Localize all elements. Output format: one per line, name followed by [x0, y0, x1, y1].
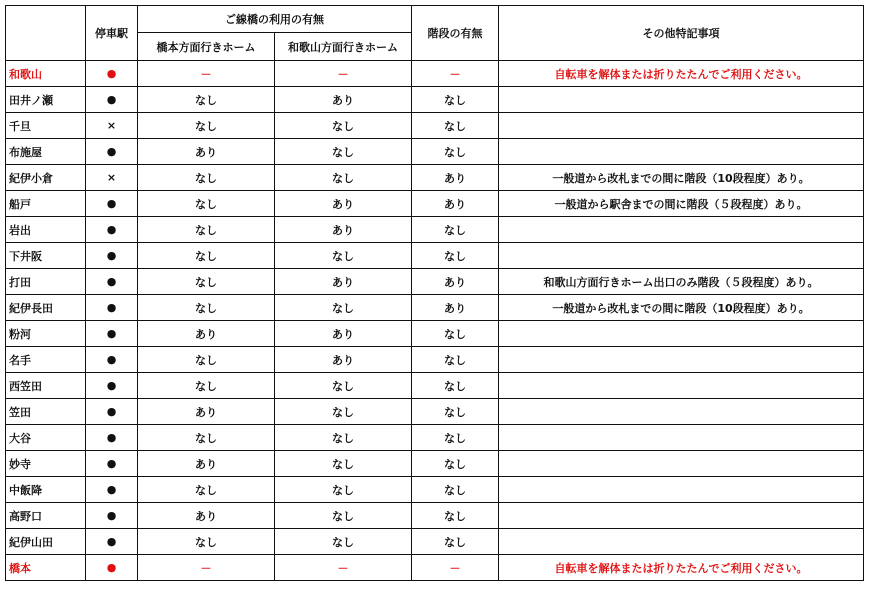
stairs-cell: なし: [412, 451, 499, 477]
stairs-cell: なし: [412, 321, 499, 347]
bridge-hashimoto-cell: なし: [138, 529, 275, 555]
bridge-wakayama-cell: －: [275, 61, 412, 87]
header-to-wakayama: 和歌山方面行きホーム: [275, 33, 412, 61]
bridge-wakayama-cell: なし: [275, 373, 412, 399]
table-row: [6, 451, 864, 477]
stop-status-cell: ●: [86, 373, 138, 399]
note-cell: [499, 425, 864, 451]
bridge-wakayama-cell: なし: [275, 165, 412, 191]
stop-status-cell: ×: [86, 113, 138, 139]
bridge-hashimoto-cell: なし: [138, 87, 275, 113]
bridge-hashimoto-cell: あり: [138, 451, 275, 477]
table-row: [6, 61, 864, 87]
station-name-cell: 下井阪: [6, 243, 86, 269]
bridge-wakayama-cell: なし: [275, 425, 412, 451]
header-bridge-group: ご線橋の利用の有無: [138, 6, 412, 33]
station-name-cell: 船戸: [6, 191, 86, 217]
table-row: [6, 477, 864, 503]
stop-status-cell: ●: [86, 269, 138, 295]
note-cell: [499, 321, 864, 347]
table-body: [6, 61, 864, 581]
header-stop: 停車駅: [86, 6, 138, 61]
stairs-cell: －: [412, 555, 499, 581]
note-cell: [499, 529, 864, 555]
bridge-wakayama-cell: なし: [275, 243, 412, 269]
station-name-cell: 高野口: [6, 503, 86, 529]
station-bicycle-table: [5, 5, 864, 581]
stop-status-cell: ●: [86, 87, 138, 113]
note-cell: [499, 347, 864, 373]
stairs-cell: なし: [412, 477, 499, 503]
stairs-cell: なし: [412, 243, 499, 269]
stop-status-cell: ●: [86, 61, 138, 87]
bridge-hashimoto-cell: あり: [138, 399, 275, 425]
stairs-cell: なし: [412, 217, 499, 243]
stop-status-cell: ●: [86, 191, 138, 217]
station-name-cell: 笠田: [6, 399, 86, 425]
station-name-cell: 粉河: [6, 321, 86, 347]
stairs-cell: あり: [412, 165, 499, 191]
table-row: [6, 425, 864, 451]
bridge-hashimoto-cell: なし: [138, 347, 275, 373]
station-name-cell: 和歌山: [6, 61, 86, 87]
stairs-cell: なし: [412, 347, 499, 373]
table-row: [6, 347, 864, 373]
table-row: [6, 217, 864, 243]
station-name-cell: 岩出: [6, 217, 86, 243]
note-cell: 一般道から駅舎までの間に階段（５段程度）あり。: [499, 191, 864, 217]
bridge-wakayama-cell: なし: [275, 451, 412, 477]
bridge-wakayama-cell: なし: [275, 529, 412, 555]
bridge-hashimoto-cell: －: [138, 555, 275, 581]
table-row: [6, 373, 864, 399]
table-row: [6, 503, 864, 529]
note-cell: 和歌山方面行きホーム出口のみ階段（５段程度）あり。: [499, 269, 864, 295]
bridge-wakayama-cell: あり: [275, 191, 412, 217]
station-name-cell: 西笠田: [6, 373, 86, 399]
stop-status-cell: ●: [86, 477, 138, 503]
bridge-hashimoto-cell: なし: [138, 191, 275, 217]
stop-status-cell: ●: [86, 347, 138, 373]
stop-status-cell: ●: [86, 139, 138, 165]
bridge-wakayama-cell: あり: [275, 321, 412, 347]
bridge-wakayama-cell: あり: [275, 217, 412, 243]
bridge-hashimoto-cell: なし: [138, 269, 275, 295]
stairs-cell: あり: [412, 295, 499, 321]
stop-status-cell: ×: [86, 165, 138, 191]
stairs-cell: なし: [412, 87, 499, 113]
bridge-wakayama-cell: あり: [275, 347, 412, 373]
table-row: [6, 87, 864, 113]
note-cell: 自転車を解体または折りたたんでご利用ください。: [499, 61, 864, 87]
bridge-wakayama-cell: なし: [275, 503, 412, 529]
station-table-wrapper: [5, 5, 864, 581]
header-to-hashimoto: 橋本方面行きホーム: [138, 33, 275, 61]
bridge-wakayama-cell: なし: [275, 399, 412, 425]
note-cell: [499, 373, 864, 399]
stairs-cell: －: [412, 61, 499, 87]
table-row: [6, 321, 864, 347]
note-cell: 自転車を解体または折りたたんでご利用ください。: [499, 555, 864, 581]
station-name-cell: 布施屋: [6, 139, 86, 165]
table-row: [6, 295, 864, 321]
table-row: [6, 555, 864, 581]
note-cell: [499, 503, 864, 529]
note-cell: [499, 451, 864, 477]
stop-status-cell: ●: [86, 321, 138, 347]
table-row: [6, 139, 864, 165]
bridge-wakayama-cell: なし: [275, 139, 412, 165]
station-name-cell: 紀伊小倉: [6, 165, 86, 191]
table-row: [6, 529, 864, 555]
bridge-hashimoto-cell: なし: [138, 425, 275, 451]
note-cell: 一般道から改札までの間に階段（10段程度）あり。: [499, 165, 864, 191]
header-notes: その他特記事項: [499, 6, 864, 61]
bridge-hashimoto-cell: なし: [138, 373, 275, 399]
header-row-1: [6, 6, 864, 33]
bridge-wakayama-cell: なし: [275, 295, 412, 321]
bridge-hashimoto-cell: あり: [138, 139, 275, 165]
bridge-wakayama-cell: あり: [275, 87, 412, 113]
bridge-wakayama-cell: －: [275, 555, 412, 581]
bridge-hashimoto-cell: あり: [138, 321, 275, 347]
header-station-blank: [6, 6, 86, 61]
table-row: [6, 269, 864, 295]
station-name-cell: 田井ノ瀬: [6, 87, 86, 113]
bridge-hashimoto-cell: あり: [138, 503, 275, 529]
stairs-cell: なし: [412, 113, 499, 139]
table-header: [6, 6, 864, 61]
stairs-cell: なし: [412, 373, 499, 399]
stairs-cell: あり: [412, 269, 499, 295]
stairs-cell: なし: [412, 529, 499, 555]
table-row: [6, 191, 864, 217]
station-name-cell: 千旦: [6, 113, 86, 139]
station-name-cell: 名手: [6, 347, 86, 373]
bridge-hashimoto-cell: なし: [138, 243, 275, 269]
bridge-hashimoto-cell: なし: [138, 295, 275, 321]
note-cell: [499, 477, 864, 503]
stop-status-cell: ●: [86, 295, 138, 321]
bridge-wakayama-cell: なし: [275, 477, 412, 503]
station-name-cell: 紀伊長田: [6, 295, 86, 321]
bridge-hashimoto-cell: なし: [138, 217, 275, 243]
table-row: [6, 165, 864, 191]
station-name-cell: 橋本: [6, 555, 86, 581]
stairs-cell: なし: [412, 139, 499, 165]
station-name-cell: 妙寺: [6, 451, 86, 477]
bridge-hashimoto-cell: なし: [138, 477, 275, 503]
station-name-cell: 大谷: [6, 425, 86, 451]
stop-status-cell: ●: [86, 529, 138, 555]
stop-status-cell: ●: [86, 425, 138, 451]
table-row: [6, 399, 864, 425]
bridge-hashimoto-cell: なし: [138, 113, 275, 139]
stop-status-cell: ●: [86, 217, 138, 243]
station-name-cell: 紀伊山田: [6, 529, 86, 555]
note-cell: [499, 87, 864, 113]
stop-status-cell: ●: [86, 399, 138, 425]
stairs-cell: なし: [412, 399, 499, 425]
note-cell: [499, 399, 864, 425]
stairs-cell: なし: [412, 425, 499, 451]
header-stairs: 階段の有無: [412, 6, 499, 61]
table-row: [6, 113, 864, 139]
bridge-wakayama-cell: なし: [275, 113, 412, 139]
note-cell: [499, 243, 864, 269]
bridge-wakayama-cell: あり: [275, 269, 412, 295]
stop-status-cell: ●: [86, 503, 138, 529]
station-name-cell: 中飯降: [6, 477, 86, 503]
stop-status-cell: ●: [86, 243, 138, 269]
stairs-cell: あり: [412, 191, 499, 217]
note-cell: [499, 217, 864, 243]
station-name-cell: 打田: [6, 269, 86, 295]
note-cell: [499, 139, 864, 165]
bridge-hashimoto-cell: －: [138, 61, 275, 87]
bridge-hashimoto-cell: なし: [138, 165, 275, 191]
stop-status-cell: ●: [86, 451, 138, 477]
table-row: [6, 243, 864, 269]
stairs-cell: なし: [412, 503, 499, 529]
note-cell: 一般道から改札までの間に階段（10段程度）あり。: [499, 295, 864, 321]
stop-status-cell: ●: [86, 555, 138, 581]
note-cell: [499, 113, 864, 139]
